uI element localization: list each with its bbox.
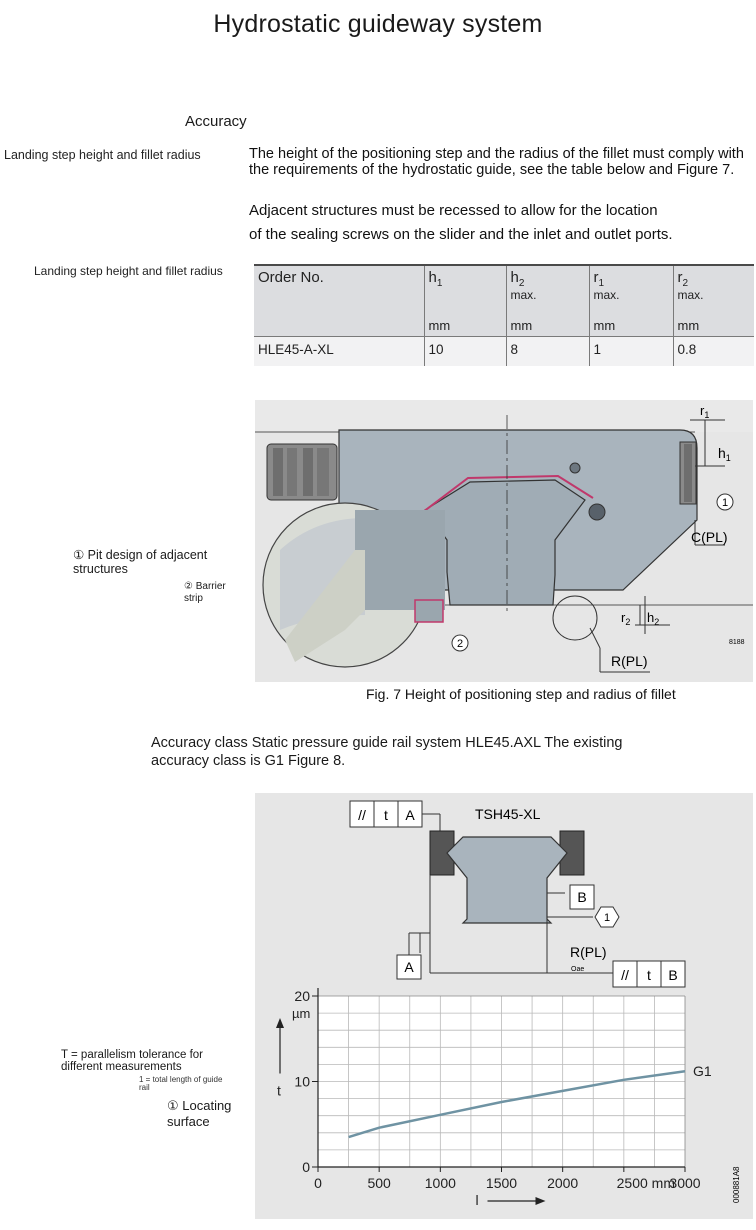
table-cell-h2: 8 bbox=[506, 336, 589, 366]
table-header-r2 bbox=[673, 266, 754, 336]
barrier-strip bbox=[415, 600, 443, 622]
header-symbol: r bbox=[593, 269, 599, 286]
header-sub: max. bbox=[593, 288, 620, 302]
left-screw-head-icon bbox=[267, 444, 337, 500]
callout-1-label: 1 bbox=[603, 912, 611, 924]
paragraph-accuracy-class bbox=[151, 734, 751, 770]
label-index: 1 bbox=[725, 453, 731, 463]
x-tick-label: 3000 bbox=[669, 1175, 701, 1191]
y-tick-label: 20 bbox=[294, 988, 310, 1004]
datum-b-label: B bbox=[577, 889, 587, 905]
label-barrier-strip: ② Barrier strip bbox=[184, 581, 226, 604]
table-cell-h1: 10 bbox=[424, 336, 506, 366]
table-header-h2 bbox=[506, 266, 589, 336]
paragraph-line: accuracy class is G1 Figure 8. bbox=[151, 753, 346, 769]
y-axis-label: t bbox=[277, 1082, 281, 1099]
header-index: 1 bbox=[598, 278, 605, 289]
callout-1-label: 1 bbox=[721, 497, 729, 509]
label-index: 2 bbox=[625, 617, 631, 627]
table-cell-r1: 1 bbox=[589, 336, 673, 366]
paragraph-adjacent-structures bbox=[249, 199, 754, 247]
x-tick-label: 500 bbox=[367, 1175, 391, 1191]
x-tick-label: 2500 mm bbox=[616, 1175, 676, 1191]
table-header-row bbox=[254, 266, 754, 336]
table-header-r1 bbox=[589, 266, 673, 336]
label-symbol: r bbox=[621, 610, 626, 625]
header-unit: mm bbox=[593, 318, 616, 333]
figure-7-drawing bbox=[255, 400, 753, 682]
header-sub: max. bbox=[510, 288, 537, 302]
y-tick-label: 0 bbox=[302, 1159, 310, 1175]
legend-locating-surface: ① Locating surface bbox=[167, 1098, 232, 1129]
header-index: 2 bbox=[682, 278, 689, 289]
label-rpl: R(PL) bbox=[611, 653, 648, 669]
table-cell-r2: 0.8 bbox=[673, 336, 754, 366]
table-header-order bbox=[254, 266, 424, 336]
label-symbol: h bbox=[647, 610, 655, 625]
header-unit: mm bbox=[677, 318, 700, 333]
header-index: 1 bbox=[436, 278, 443, 289]
right-screw-head-icon bbox=[680, 442, 696, 504]
series-label: G1 bbox=[693, 1063, 712, 1080]
datum-a-label: A bbox=[404, 959, 414, 975]
hole-icon bbox=[570, 463, 580, 473]
header-unit: mm bbox=[510, 318, 533, 333]
hole-icon bbox=[589, 504, 605, 520]
legend-l: 1 = total length of guide rail bbox=[139, 1075, 223, 1092]
header-label bbox=[594, 269, 669, 289]
x-tick-label: 1500 bbox=[485, 1175, 518, 1191]
tolerance-frame-top bbox=[350, 801, 422, 827]
header-symbol: h bbox=[428, 269, 437, 286]
figure-8-code: 000881A8 bbox=[732, 1166, 741, 1203]
y-unit-label: µm bbox=[292, 1006, 311, 1021]
frame-symbol: // bbox=[358, 807, 366, 823]
rpl-small-label: Oae bbox=[571, 966, 585, 973]
label-cpl: C(PL) bbox=[691, 529, 728, 545]
side-label-table: Landing step height and fillet radius bbox=[34, 264, 223, 278]
table-cell-order-no: HLE45-A-XL bbox=[254, 336, 424, 366]
y-tick-label: 10 bbox=[294, 1073, 310, 1090]
label-symbol: h bbox=[718, 445, 726, 461]
paragraph-line: Accuracy class Static pressure guide rail system HLE45.AXL The existing bbox=[151, 735, 623, 751]
header-symbol: r bbox=[677, 269, 683, 286]
figure-8 bbox=[255, 793, 753, 1219]
label-pit-design: ① Pit design of adjacent structures bbox=[73, 548, 208, 576]
figure-7-caption: Fig. 7 Height of positioning step and radius of fillet bbox=[366, 686, 676, 702]
figure-code: 8188 bbox=[729, 639, 745, 646]
header-label: Order No. bbox=[258, 269, 324, 286]
x-axis-label: l bbox=[475, 1192, 479, 1208]
frame-symbol: A bbox=[405, 807, 415, 823]
rpl-label: R(PL) bbox=[570, 944, 607, 960]
model-label: TSH45-XL bbox=[475, 806, 541, 822]
frame-symbol: t bbox=[384, 807, 388, 823]
section-heading: Accuracy bbox=[185, 113, 247, 130]
x-tick-label: 2000 bbox=[547, 1175, 579, 1191]
paragraph-step-height: The height of the positioning step and the radius of the fillet must comply with the requirements of the hydrostatic guide, see the table below and Figure 7. bbox=[249, 146, 744, 178]
label-symbol: r bbox=[700, 403, 705, 418]
header-index: 2 bbox=[518, 278, 525, 289]
tolerance-frame-bottom bbox=[613, 961, 685, 987]
spec-table bbox=[254, 264, 754, 366]
side-label-landing-step: Landing step height and fillet radius bbox=[4, 148, 201, 162]
table-header-h1 bbox=[424, 266, 506, 336]
x-tick-label: 0 bbox=[314, 1175, 322, 1191]
header-label bbox=[511, 269, 585, 289]
legend-t: T = parallelism tolerance for different measurements bbox=[61, 1049, 204, 1073]
header-label bbox=[429, 269, 502, 289]
label-index: 1 bbox=[704, 410, 710, 420]
frame-symbol: // bbox=[621, 967, 629, 983]
paragraph-line: of the sealing screws on the slider and the inlet and outlet ports. bbox=[249, 226, 673, 243]
frame-symbol: B bbox=[668, 967, 678, 983]
header-symbol: h bbox=[510, 269, 519, 286]
header-label bbox=[678, 269, 751, 289]
frame-symbol: t bbox=[647, 967, 651, 983]
table-row bbox=[254, 336, 754, 366]
paragraph-line: Adjacent structures must be recessed to allow for the location bbox=[249, 202, 658, 219]
callout-2-label: 2 bbox=[456, 638, 464, 650]
header-unit: mm bbox=[428, 318, 451, 333]
header-sub: max. bbox=[677, 288, 704, 302]
label-index: 2 bbox=[654, 617, 660, 627]
page-title: Hydrostatic guideway system bbox=[213, 10, 543, 38]
x-tick-label: 1000 bbox=[424, 1175, 456, 1191]
